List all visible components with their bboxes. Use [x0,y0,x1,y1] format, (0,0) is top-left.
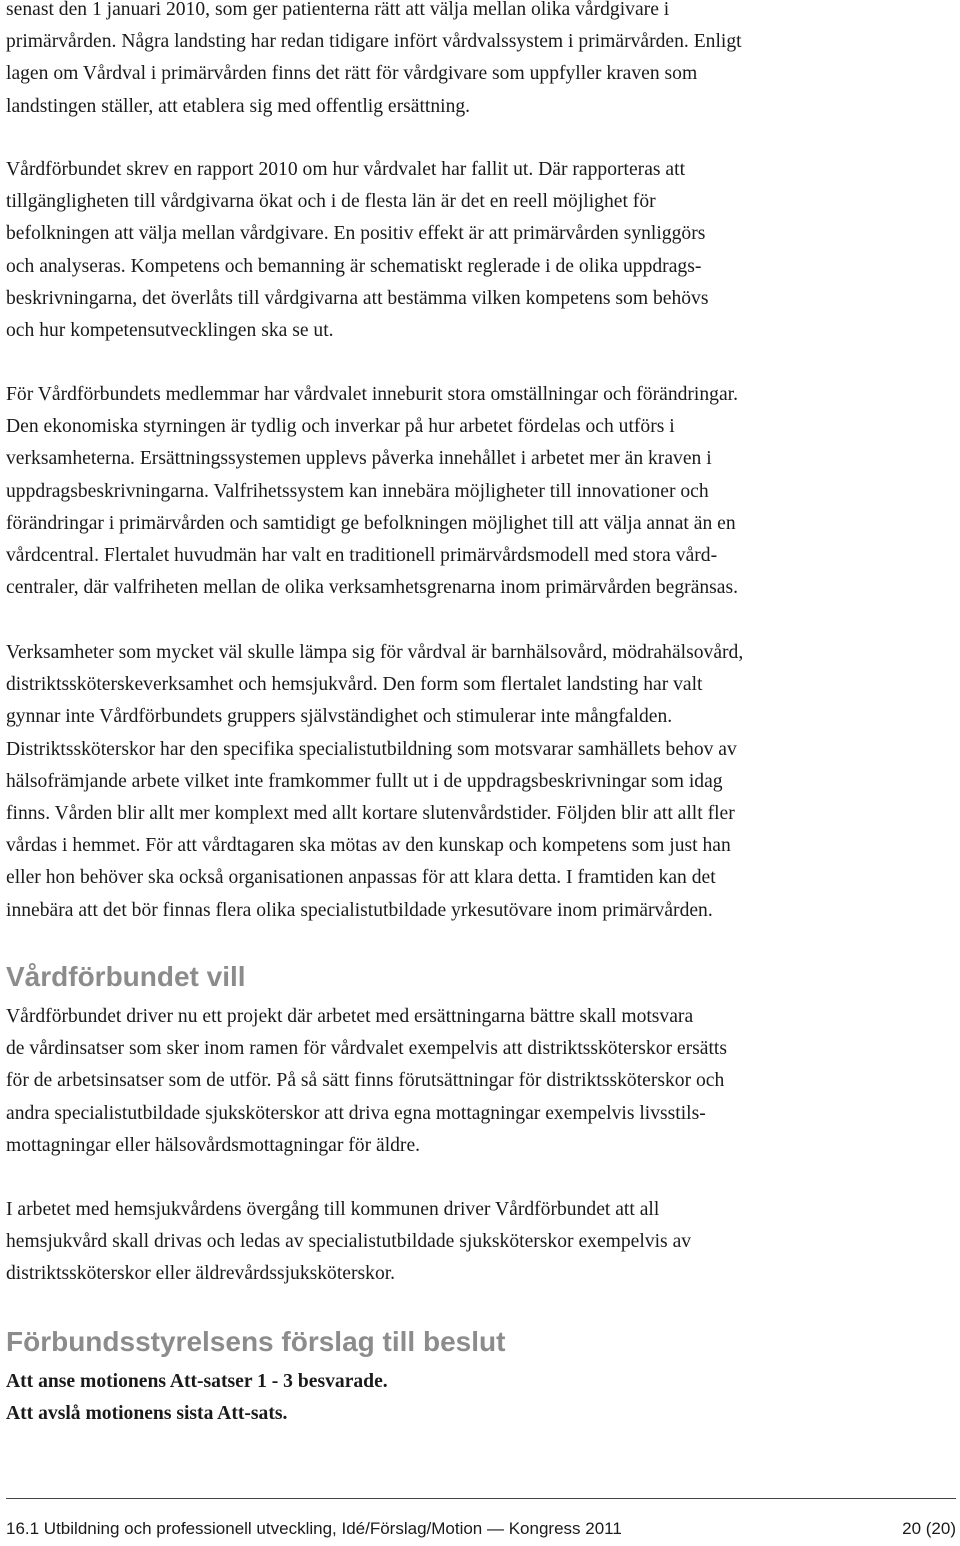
paragraph-vardval-law: senast den 1 januari 2010, som ger patienterna rätt att välja mellan olika vårdgivare i primärvården. Några landsting har redan tidigare infört vårdvalssystem i primärvården. Enligt lagen om Vårdval i primärvården finns det rätt för vårdgivare som uppfyller kraven som landstingen ställer, att etablera sig med offentlig ersättning. [6,0,742,117]
heading-board-proposal: Förbundsstyrelsens förslag till beslut [6,1326,506,1357]
heading-vardforbundet-vill: Vårdförbundet vill [6,961,246,992]
footer-page-number: 20 (20) [902,1519,956,1538]
decision-line-2: Att avslå motionens sista Att-sats. [6,1403,288,1424]
paragraph-home-care: I arbetet med hemsjukvårdens övergång till kommunen driver Vårdförbundet att all hemsjukvård skall drivas och ledas av specialistutbildade sjuksköterskor exempelvis av distriktssköterskor eller äldrevårdssjuksköterskor. [6,1199,692,1285]
footer-document-title: 16.1 Utbildning och professionell utveckling, Idé/Förslag/Motion — Kongress 2011 [6,1519,622,1538]
decision-line-1: Att anse motionens Att-satser 1 - 3 besvarade. [6,1371,388,1392]
paragraph-vardforbundet-report: Vårdförbundet skrev en rapport 2010 om hur vårdvalet har fallit ut. Där rapporteras att tillgängligheten till vårdgivarna ökat och i de flesta län är det en reell möjlighet för befolkningen att välja mellan vårdgivare. En positiv effekt är att primärvården synliggörs och analyseras. Kompetens och bemanning är schematiskt reglerade i de olika uppdrags- beskrivningarna, det överlåts till vårdgivarna att bestämma vilken kompetens som behövs och hur kompetensutvecklingen ska se ut. [6,159,709,342]
footer-divider [6,1498,956,1499]
paragraph-member-impact: För Vårdförbundets medlemmar har vårdvalet inneburit stora omställningar och förändringar. Den ekonomiska styrningen är tydlig och inverkar på hur arbetet fördelas och utförs i verksamheterna. Ersättningssystemen upplevs påverka innehållet i arbetet mer än kraven i uppdragsbeskrivningarna. Valfrihetssystem kan innebära möjligheter till innovationer och förändringar i primärvården och samtidigt ge befolkningen möjlighet till att välja annat än en vårdcentral. Flertalet huvudmän har valt en traditionell primärvårdsmodell med stora vård- centraler, där valfriheten mellan de olika verksamhetsgrenarna inom primärvården begränsas. [6,384,739,599]
paragraph-project: Vårdförbundet driver nu ett projekt där arbetet med ersättningarna bättre skall motsvara de vårdinsatser som sker inom ramen för vårdvalet exempelvis att distriktssköterskor ersätts för de arbetsinsatser som de utför. På så sätt finns förutsättningar för distriktssköterskor och andra specialistutbildade sjuksköterskor att driva egna mottagningar exempelvis livsstils- mottagningar eller hälsovårdsmottagningar för äldre. [6,1006,727,1156]
paragraph-suitable-activities: Verksamheter som mycket väl skulle lämpa sig för vårdval är barnhälsovård, mödrahälsovård, distriktssköterskeverksamhet och hemsjukvård. Den form som flertalet landsting har valt gynnar inte Vårdförbundets gruppers självständighet och stimulerar inte mångfalden. Distriktssköterskor har den specifika specialistutbildning som motsvarar samhällets behov av hälsofrämjande arbete vilket inte framkommer fullt ut i de uppdragsbeskrivningar som idag finns. Vården blir allt mer komplext med allt kortare slutenvårdstider. Följden blir att allt fler vårdas i hemmet. För att vårdtagaren ska mötas av den kunskap och kompetens som just han eller hon behöver ska också organisationen anpassas för att klara detta. I framtiden kan det innebära att det bör finnas flera olika specialistutbildade yrkesutövare inom primärvården. [6,642,744,921]
